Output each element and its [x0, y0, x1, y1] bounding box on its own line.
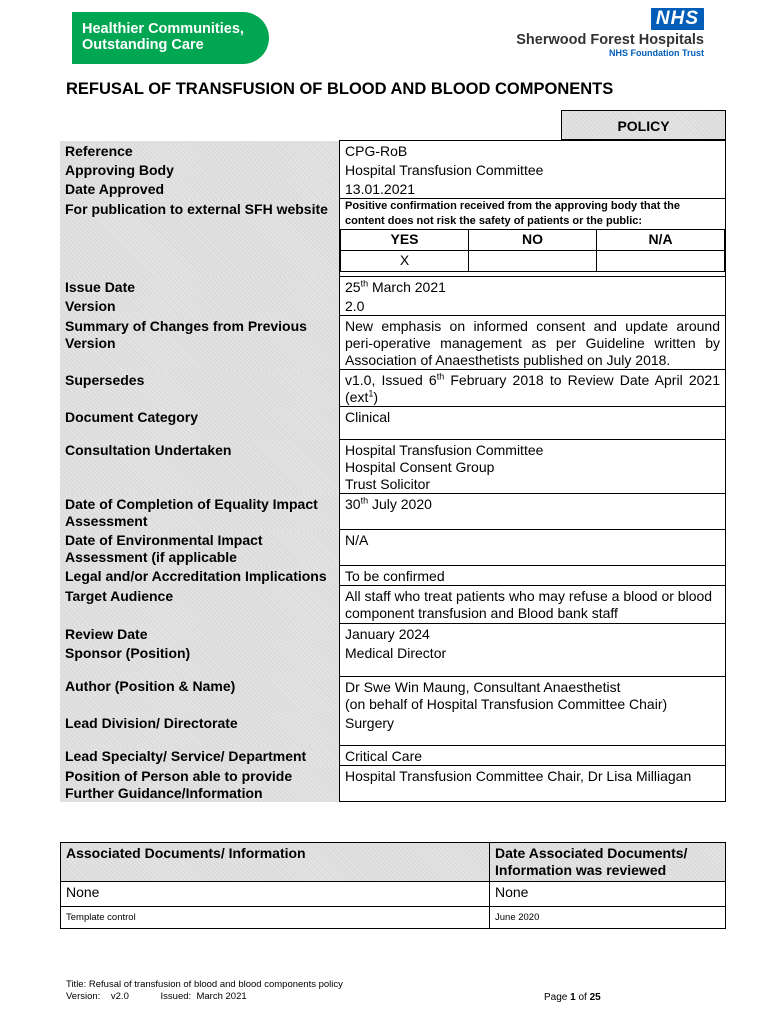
yes-mark: X	[341, 251, 469, 272]
legal-value: To be confirmed	[340, 566, 726, 586]
environmental-value: N/A	[340, 530, 726, 566]
badge-line-1: Healthier Communities,	[82, 21, 244, 37]
division-value: Surgery	[340, 713, 726, 746]
policy-label: POLICY	[561, 110, 726, 140]
date-approved-value: 13.01.2021	[340, 179, 726, 199]
footer	[66, 979, 343, 1003]
publication-cell	[340, 199, 726, 277]
sponsor-value: Medical Director	[340, 643, 726, 676]
associated-date-value: None	[490, 882, 726, 907]
issue-date-label: Issue Date	[60, 277, 340, 297]
footer-version: Version: v2.0 Issued: March 2021	[66, 991, 247, 1002]
version-value: 2.0	[340, 296, 726, 316]
review-date-value: January 2024	[340, 624, 726, 644]
trust-logo	[516, 8, 704, 58]
org-name: Sherwood Forest Hospitals	[516, 32, 704, 48]
issue-date-value: 25th March 2021	[340, 277, 726, 297]
legal-label: Legal and/or Accreditation Implications	[60, 566, 340, 586]
associated-documents-table	[60, 842, 726, 929]
associated-docs-header: Associated Documents/ Information	[61, 843, 490, 882]
summary-label: Summary of Changes from Previous Version	[60, 316, 340, 370]
audience-value: All staff who treat patients who may refuse a blood or blood component transfusion and Blood bank staff	[340, 586, 726, 624]
sponsor-label: Sponsor (Position)	[60, 643, 340, 676]
associated-date-header: Date Associated Documents/ Information was reviewed	[490, 843, 726, 882]
document-title: REFUSAL OF TRANSFUSION OF BLOOD AND BLOOD COMPONENTS	[66, 80, 614, 98]
template-control-date: June 2020	[490, 907, 726, 929]
version-label: Version	[60, 296, 340, 316]
no-mark	[469, 251, 597, 272]
template-control-label: Template control	[61, 907, 490, 929]
badge-line-2: Outstanding Care	[82, 37, 204, 53]
equality-label: Date of Completion of Equality Impact Assessment	[60, 494, 340, 530]
nhs-logo: NHS	[651, 8, 704, 30]
approving-body-value: Hospital Transfusion Committee	[340, 160, 726, 179]
approving-body-label: Approving Body	[60, 160, 340, 179]
author-value: Dr Swe Win Maung, Consultant Anaesthetist (on behalf of Hospital Transfusion Committee Chair)	[340, 676, 726, 713]
consultation-label: Consultation Undertaken	[60, 440, 340, 494]
org-subtitle: NHS Foundation Trust	[609, 48, 704, 58]
footer-title: Title: Refusal of transfusion of blood and blood components policy	[66, 979, 343, 990]
audience-label: Target Audience	[60, 586, 340, 624]
associated-docs-value: None	[61, 882, 490, 907]
publication-note: Positive confirmation received from the approving body that the content does not risk the safety of patients or the public:	[345, 200, 680, 227]
publication-label: For publication to external SFH website	[60, 199, 340, 277]
category-label: Document Category	[60, 407, 340, 440]
document-details-table	[60, 140, 726, 802]
guidance-value: Hospital Transfusion Committee Chair, Dr Lisa Milliagan	[340, 766, 726, 802]
category-value: Clinical	[340, 407, 726, 440]
division-label: Lead Division/ Directorate	[60, 713, 340, 746]
page-number: Page 1 of 25	[544, 992, 601, 1003]
equality-value: 30th July 2020	[340, 494, 726, 530]
date-approved-label: Date Approved	[60, 179, 340, 199]
supersedes-value: v1.0, Issued 6th February 2018 to Review Date April 2021 (ext$^1$)	[340, 370, 726, 407]
summary-value: New emphasis on informed consent and update around peri-operative management as per Guideline written by Association of Anaesthetists published on July 2018.	[340, 316, 726, 370]
no-header: NO	[469, 230, 597, 251]
reference-label: Reference	[60, 141, 340, 161]
supersedes-label: Supersedes	[60, 370, 340, 407]
publication-yes-no-table	[340, 229, 725, 272]
consultation-value: Hospital Transfusion Committee Hospital Consent Group Trust Solicitor	[340, 440, 726, 494]
reference-value: CPG-RoB	[340, 141, 726, 161]
yes-header: YES	[341, 230, 469, 251]
healthier-communities-badge	[72, 12, 269, 64]
specialty-label: Lead Specialty/ Service/ Department	[60, 746, 340, 766]
environmental-label: Date of Environmental Impact Assessment (if applicable	[60, 530, 340, 566]
na-mark	[597, 251, 725, 272]
author-label: Author (Position & Name)	[60, 676, 340, 713]
review-date-label: Review Date	[60, 624, 340, 644]
guidance-label: Position of Person able to provide Further Guidance/Information	[60, 766, 340, 802]
na-header: N/A	[597, 230, 725, 251]
specialty-value: Critical Care	[340, 746, 726, 766]
